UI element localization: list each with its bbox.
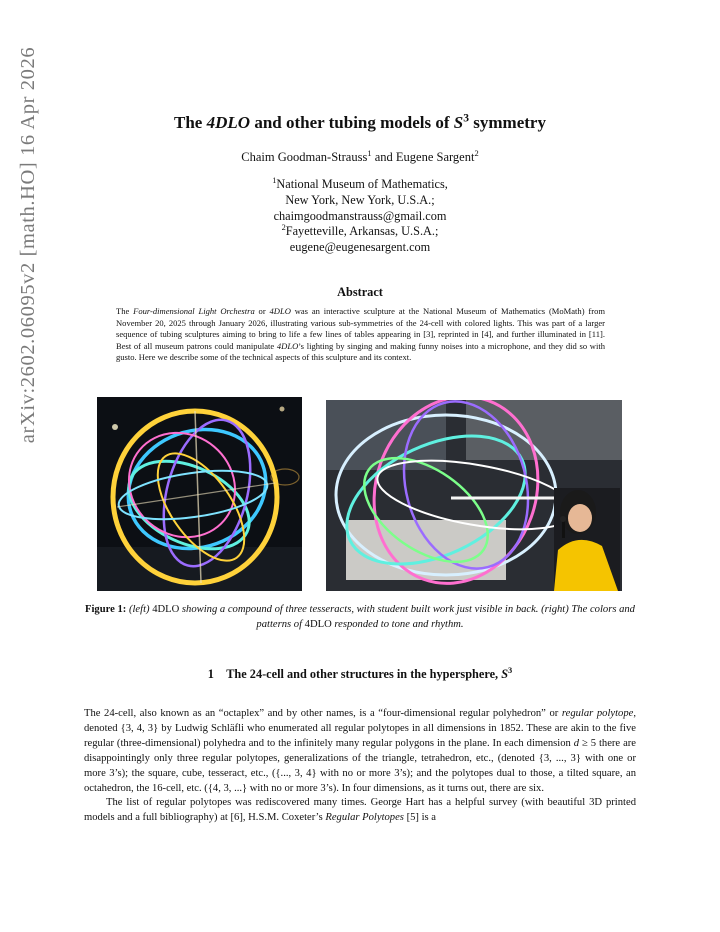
author-name: Eugene Sargent — [395, 150, 475, 164]
abstract-heading: Abstract — [337, 285, 383, 299]
author-name: Chaim Goodman-Strauss — [241, 150, 368, 164]
sculpture-photo-left — [97, 397, 302, 591]
figure-photo-right — [326, 400, 622, 591]
section-number: 1 — [207, 667, 214, 681]
affiliations: $^1$National Museum of Mathematics, New York, New York, U.S.A.; chaimgoodmanstrauss@gmail.com $^2$Fayetteville, Arkansas, U.S.A.; eugene@eugenesargent.com — [170, 177, 550, 256]
figure-caption: Figure 1: (left) 4DLO showing a compound of three tesseracts, with student built work just visible in back. (right) The colors and patterns of 4DLO responded to tone and rhythm. — [85, 604, 635, 630]
paper-title: The 4DLO and other tubing models of $S^3$ symmetry — [174, 111, 546, 132]
abstract-text: The Four-dimensional Light Orchestra or 4DLO was an interactive sculpture at the National Museum of Mathematics (MoMath) from November 20, 2025 through January 2026, illustrating various sub-symmetries of the 24-cell with colored lights. This was part of a larger sequence of tubing sculptures aiming to bring to life a few lines of tables appearing in [3], reprinted in [4], and further illuminated in [11]. Best of all museum patrons could manipulate 4DLO’s lighting by singing and making funny noises into a microphone, and they did so with gusto. Here we describe some of the technical aspects of this sculpture and its context. — [116, 306, 606, 363]
author-line: Chaim Goodman-Strauss$^1$ and Eugene Sargent$^2$ — [241, 147, 479, 164]
section-heading: 1 The 24-cell and other structures in the hypersphere, $S^3$ — [207, 665, 513, 681]
arxiv-identifier: arXiv:2602.06095v2 [math.HO] 16 Apr 2026 — [17, 46, 39, 444]
figure-label: Figure 1: — [85, 604, 127, 615]
figure-photo-left — [97, 397, 302, 591]
email-address: chaimgoodmanstrauss@gmail.com — [273, 208, 447, 223]
paragraph: The 24-cell, also known as an “octaplex” and by other names, is a “four-dimensional regular polyhedron” or regular polytope, denoted {3, 4, 3} by Ludwig Schläfli who enumerated all regular polytopes in all dimensions in 1852. These are akin to the five regular (three-dimensional) polyhedra and to the infinitely many regular polygons in the plane. In each dimension d ≥ 5 there are disappointingly only three regular polytopes, generalizations of the triangle, tetrahedron, etc., (denoted {3, ..., 3} with one or more 3’s); the square, cube, tesseract, etc., ({..., 3, 4} with no or more 3’s); and the polytopes dual to those, a tilted square, an octahedron, the 16-cell, etc. ({4, 3, ...} with no or more 3’s). In four dimensions, as it turns out, there are six. — [84, 708, 636, 794]
paragraph: The list of regular polytopes was rediscovered many times. George Hart has a helpful survey (with beautiful 3D printed models and a full bibliography) at [6], H.S.M. Coxeter’s Regular Polytopes [5] is a — [84, 797, 636, 824]
body-text — [84, 707, 636, 826]
sculpture-photo-right — [326, 400, 622, 591]
email-address: eugene@eugenesargent.com — [289, 240, 431, 255]
